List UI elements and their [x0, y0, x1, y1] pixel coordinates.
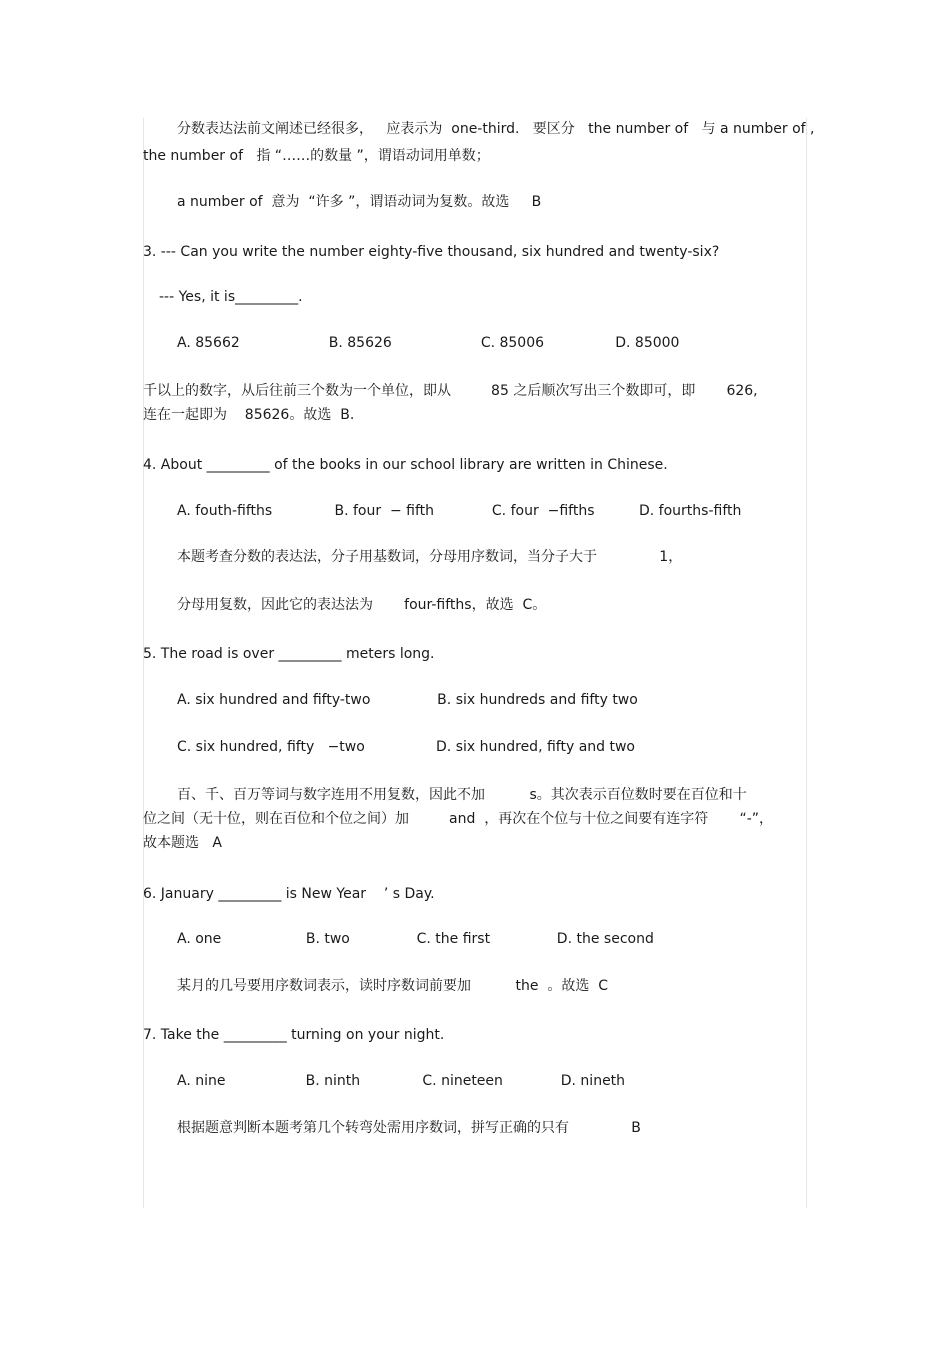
explanation-line: 本题考查分数的表达法，分子用基数词，分母用序数词，当分子大于 1， — [177, 549, 683, 565]
question-4-options: A. fouth-fifths B. four − fifth C. four −fifths D. fourths-fifth — [177, 503, 742, 519]
explanation-line: 分母用复数，因此它的表达法为 four-fifths，故选 C。 — [177, 597, 547, 613]
question-6: 6. January _________ is New Year ’ s Day. — [143, 886, 435, 902]
question-4: 4. About _________ of the books in our school library are written in Chinese. — [143, 457, 668, 473]
question-3: 3. --- Can you write the number eighty-five thousand, six hundred and twenty-six? — [143, 244, 720, 260]
explanation-line: 千以上的数字，从后往前三个数为一个单位，即从 85 之后顺次写出三个数即可，即 626, — [143, 383, 758, 399]
explanation-line: 百、千、百万等词与数字连用不用复数，因此不加 s。其次表示百位数时要在百位和十 — [177, 787, 747, 803]
explanation-line: 故本题选 A — [143, 835, 222, 851]
page-border-right — [806, 118, 807, 1208]
question-7: 7. Take the _________ turning on your night. — [143, 1027, 445, 1043]
explanation-line: 位之间（无十位，则在百位和个位之间）加 and ，再次在个位与十位之间要有连字符 “-”， — [143, 811, 773, 827]
question-3-answer: --- Yes, it is_________. — [159, 289, 303, 305]
question-3-options: A. 85662 B. 85626 C. 85006 D. 85000 — [177, 335, 680, 351]
question-6-options: A. one B. two C. the first D. the second — [177, 931, 654, 947]
explanation-line: a number of 意为 “许多 ”，谓语动词为复数。故选 B — [177, 194, 542, 210]
question-5-options-cd: C. six hundred, fifty −two D. six hundred, fifty and two — [177, 739, 635, 755]
question-5-options-ab: A. six hundred and fifty-two B. six hundreds and fifty two — [177, 692, 638, 708]
question-7-options: A. nine B. ninth C. nineteen D. nineth — [177, 1073, 626, 1089]
explanation-line: 某月的几号要用序数词表示，读时序数词前要加 the 。故选 C — [177, 978, 609, 994]
explanation-line: 根据题意判断本题考第几个转弯处需用序数词，拼写正确的只有 B — [177, 1120, 641, 1136]
explanation-line: 连在一起即为 85626。故选 B. — [143, 407, 355, 423]
explanation-line: 分数表达法前文阐述已经很多， 应表示为 one-third. 要区分 the number of 与 a number of , — [177, 121, 815, 137]
explanation-line: the number of 指 “……的数量 ”，谓语动词用单数； — [143, 148, 490, 164]
question-5: 5. The road is over _________ meters long. — [143, 646, 435, 662]
